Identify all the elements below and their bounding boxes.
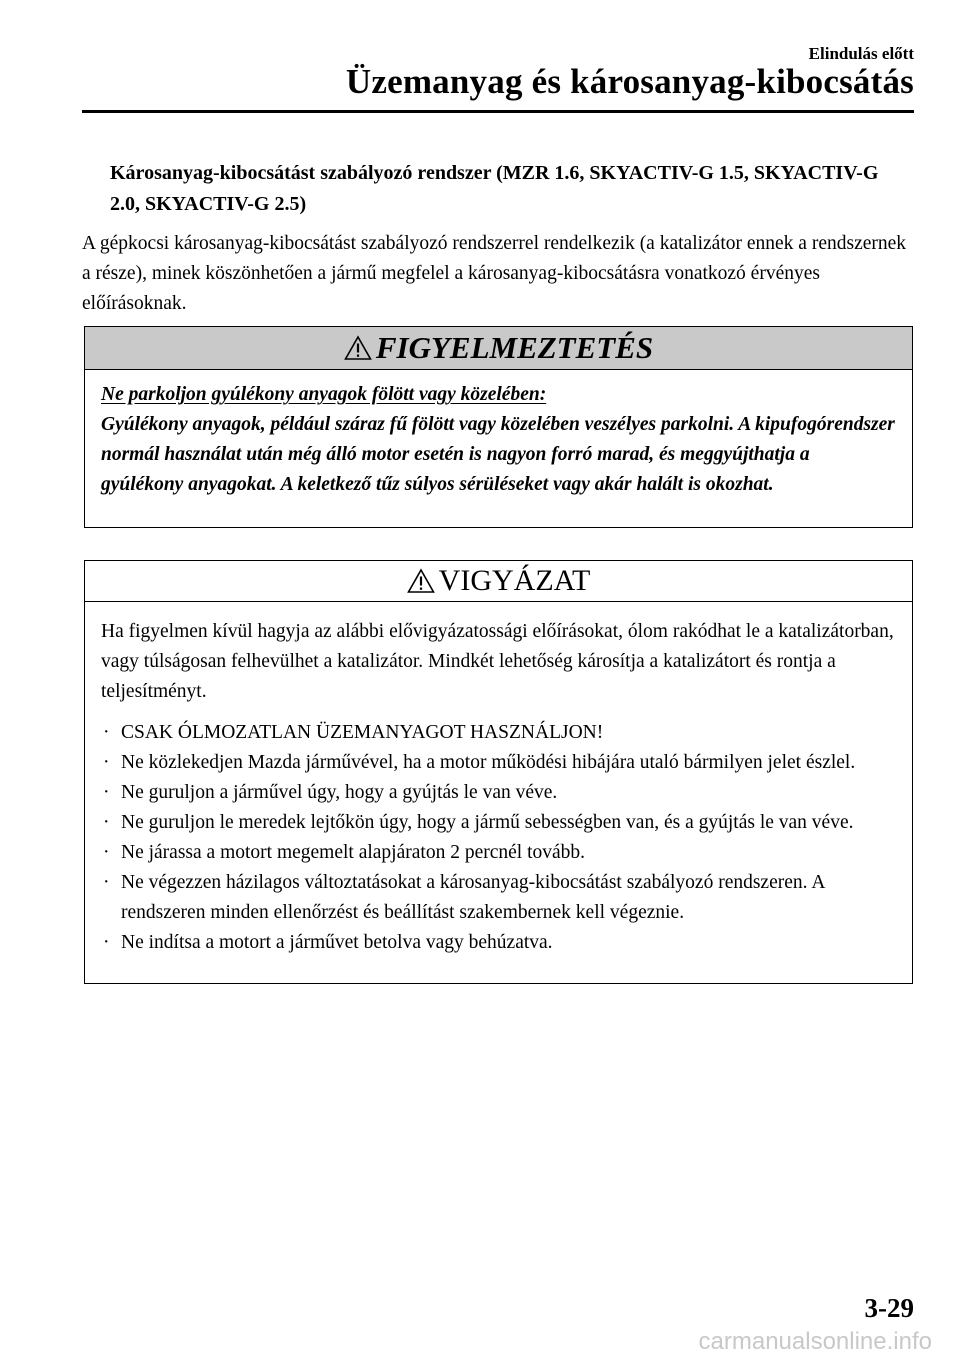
bullet-icon: · <box>103 812 110 833</box>
list-item: · Ne közlekedjen Mazda járművével, ha a motor működési hibájára utaló bármilyen jelet észlel. <box>101 748 898 778</box>
bullet-icon: · <box>103 932 110 953</box>
list-item: · Ne indítsa a motort a járművet betolva vagy behúzatva. <box>101 928 898 958</box>
bullet-icon: · <box>103 722 110 743</box>
header-divider <box>82 110 914 113</box>
bullet-icon: · <box>103 752 110 773</box>
warning-subheading: Ne parkoljon gyúlékony anyagok fölött vagy közelében: <box>101 384 547 405</box>
list-item: · Ne guruljon le meredek lejtőkön úgy, hogy a jármű sebességben van, és a gyújtás le van véve. <box>101 808 898 838</box>
warning-triangle-icon <box>344 335 372 361</box>
list-item: · CSAK ÓLMOZATLAN ÜZEMANYAGOT HASZNÁLJON! <box>101 718 898 748</box>
warning-body <box>85 370 912 500</box>
page-number: 3-29 <box>864 1293 914 1323</box>
caution-list <box>101 718 898 958</box>
list-item: · Ne végezzen házilagos változtatásokat a károsanyag-kibocsátást szabályozó rendszeren. A rendszeren minden ellenőrzést és beállítást szakembernek kell végeznie. <box>101 868 898 928</box>
list-item: · Ne járassa a motort megemelt alapjáraton 2 percnél tovább. <box>101 838 898 868</box>
warning-title: FIGYELMEZTETÉS <box>375 330 654 365</box>
bullet-icon: · <box>103 782 110 803</box>
caution-body <box>85 602 912 958</box>
warning-box <box>84 326 913 528</box>
bullet-icon: · <box>103 842 110 863</box>
caution-intro: Ha figyelmen kívül hagyja az alábbi elővigyázatossági előírásokat, ólom rakódhat le a katalizátorban, vagy túlságosan felhevülhet a katalizátor. Mindkét lehetőség károsítja a katalizátort és rontja a teljesítményt. <box>101 621 894 702</box>
warning-title-bar <box>85 327 912 370</box>
section-heading: Károsanyag-kibocsátást szabályozó rendszer (MZR 1.6, SKYACTIV-G 1.5, SKYACTIV-G 2.0, SKYACTIV-G 2.5) <box>110 162 879 215</box>
watermark: carmanualsonline.info <box>698 1328 932 1355</box>
caution-title-bar <box>85 561 912 602</box>
bullet-icon: · <box>103 872 110 893</box>
chapter-title: Elindulás előtt <box>808 44 914 63</box>
caution-title: VIGYÁZAT <box>438 564 591 597</box>
caution-triangle-icon <box>407 568 435 594</box>
caution-box <box>84 560 913 984</box>
page-title: Üzemanyag és károsanyag-kibocsátás <box>345 62 914 101</box>
intro-paragraph: A gépkocsi károsanyag-kibocsátást szabályozó rendszerrel rendelkezik (a katalizátor ennek a rendszernek a része), minek köszönhetően a jármű megfelel a károsanyag-kibocsátásra vonatkozó érvényes előírásoknak. <box>82 233 907 314</box>
list-item: · Ne guruljon a járművel úgy, hogy a gyújtás le van véve. <box>101 778 898 808</box>
warning-text: Gyúlékony anyagok, például száraz fű fölött vagy közelében veszélyes parkolni. A kipufogórendszer normál használat után még álló motor esetén is nagyon forró marad, és meggyújthatja a gyúlékony anyagokat. A keletkező tűz súlyos sérüléseket vagy akár halált is okozhat. <box>101 414 895 495</box>
